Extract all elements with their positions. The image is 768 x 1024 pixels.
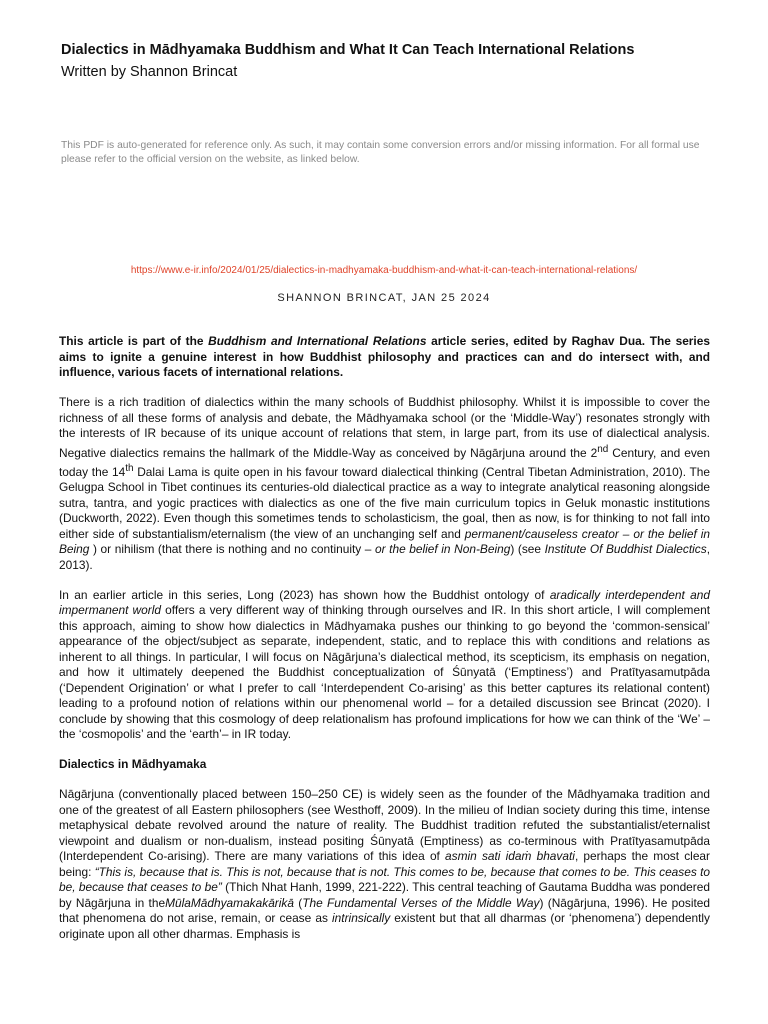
paragraph-earlier-article	[59, 588, 710, 743]
italic-run: The Fundamental Verses of the Middle Way	[302, 895, 540, 910]
italic-run: MūlaMādhyamakakārikā	[165, 895, 294, 910]
italic-run: “This is, because that is. This is not, because that is not. This comes to be, because that comes to be. This ceases to be, because that ceases to be”	[59, 864, 711, 895]
section-heading: Dialectics in Mādhyamaka	[59, 757, 207, 772]
text-run: In an earlier article in this series, Long (2023) has shown how the Buddhist ontology of	[59, 587, 550, 602]
italic-run: or the belief in Non-Being	[375, 542, 511, 557]
article-body	[59, 334, 710, 957]
text-run: ) (Nāgārjuna, 1996). He posited that phenomena do not arise, remain, or cease as	[59, 895, 711, 926]
source-url-link[interactable]: https://www.e-ir.info/2024/01/25/dialectics-in-madhyamaka-buddhism-and-what-it-can-teach-international-relations/	[130, 265, 638, 276]
text-run: existent but that all dharmas (or ‘phenomena’) dependently originate upon all other dharmas. Emphasis is	[59, 911, 710, 941]
italic-run: asmin sati idaṁ bhavati	[445, 849, 575, 864]
italic-run: Institute Of Buddhist Dialectics	[544, 542, 707, 557]
byline	[0, 292, 768, 305]
text-run: offers a very different way of thinking through ourselves and IR. In this short article, I will complement this approach, aiming to show how dialectics in Mādhyamaka pushes our thinking to go beyond the ‘common-sensical’ appearance of the object/subject as separate, independent, static, and to replace this with conditions and relations as inherent to all things. In particular, I will focus on Nāgārjuna’s dialectical method, its scepticism, its emphasis on negation, and how it ultimately deepened the Buddhist conceptualization of Śūnyatā (‘Emptiness’) and Pratītyasamutpāda (‘Dependent Origination’ or what I prefer to call ‘Interdependent Co-arising’ as this better captures its relational content) leading to a profound notion of relations within our phenomenal world – for a detailed discussion see Brincat (2020). I conclude by showing that this cosmology of deep relationalism has profound implications for how we can think of the ‘We’ – the ‘cosmopolis’ and the ‘earth’– in IR today.	[59, 603, 710, 742]
text-run: ) (see	[510, 542, 545, 557]
series-name: Buddhism and International Relations	[208, 334, 427, 348]
superscript: th	[125, 462, 134, 474]
text-run: , 2013).	[59, 542, 711, 572]
paragraph-nagarjuna	[59, 787, 710, 942]
text-run: (	[293, 895, 303, 910]
series-note	[59, 334, 710, 381]
byline-date: JAN 25 2024	[411, 292, 491, 304]
text-run: Nāgārjuna (conventionally placed between 150–250 CE) is widely seen as the founder of the Mādhyamaka tradition and one of the greatest of all Eastern philosophers (see Westhoff, 2009). In the milieu of Indian society during this time, intense metaphysical debate revolved around the nature of reality. The Buddhist tradition refuted the substantialist/eternalist viewpoint and dualism or non-dualism, instead positing Śūnyatā (Emptiness) as co-terminous with Pratītyasamutpāda (Interdependent Co-arising). There are many variations of this idea of	[59, 787, 710, 864]
series-note-text: This article is part of the	[59, 334, 209, 348]
article-author-line: Written by Shannon Brincat	[61, 64, 238, 80]
italic-run: intrinsically	[332, 911, 391, 926]
text-run: , perhaps the most clear being:	[59, 849, 711, 879]
pdf-disclaimer: This PDF is auto-generated for reference only. As such, it may contain some conversion errors and/or missing information. For all formal use please refer to the official version on the website, as linked below.	[61, 140, 700, 165]
italic-run: permanent/causeless creator – or the belief in Being	[59, 526, 710, 557]
paragraph-intro	[59, 395, 710, 573]
text-run: ) or nihilism (that there is nothing and no continuity –	[89, 542, 376, 557]
text-run: (Thich Nhat Hanh, 1999, 221-222). This central teaching of Gautama Buddha was pondered by Nāgārjuna in the	[59, 880, 710, 910]
italic-run: aradically interdependent and impermanent world	[59, 587, 711, 618]
superscript: nd	[597, 443, 609, 455]
article-title: Dialectics in Mādhyamaka Buddhism and What It Can Teach International Relations	[61, 42, 635, 58]
byline-author: SHANNON BRINCAT,	[277, 292, 408, 304]
text-run: Dalai Lama is quite open in his favour toward dialectical thinking (Central Tibetan Administration, 2010). The Gelugpa School in Tibet continues its centuries-old dialectical practice as a way to integrate analytical reasoning alongside sutra, tantra, and yogic practices with dialectics as one of the five main curriculum topics in Geluk monastic institutions (Duckworth, 2022). Even though this sometimes tends to scholasticism, the goal, then as now, is for thinking to not fall into either side of substantialism/eternalism (the view of an unchanging self and	[59, 464, 711, 541]
text-run: Century, and even today the 14	[59, 445, 710, 479]
series-note-text: article series, edited by Raghav Dua. The series aims to ignite a genuine interest in how Buddhist philosophy and practices can and do intersect with, and influence, various facets of international relations.	[59, 334, 710, 379]
text-run: There is a rich tradition of dialectics within the many schools of Buddhist philosophy. Whilst it is impossible to cover the richness of all these forms of analysis and debate, the Mādhyamaka school (or the ‘Middle-Way’) resonates strongly with the interests of IR because of its unique account of relations that stem, in large part, from its use of dialectical analysis. Negative dialectics remains the hallmark of the Middle-Way as conceived by Nāgārjuna around the 2	[59, 395, 710, 460]
